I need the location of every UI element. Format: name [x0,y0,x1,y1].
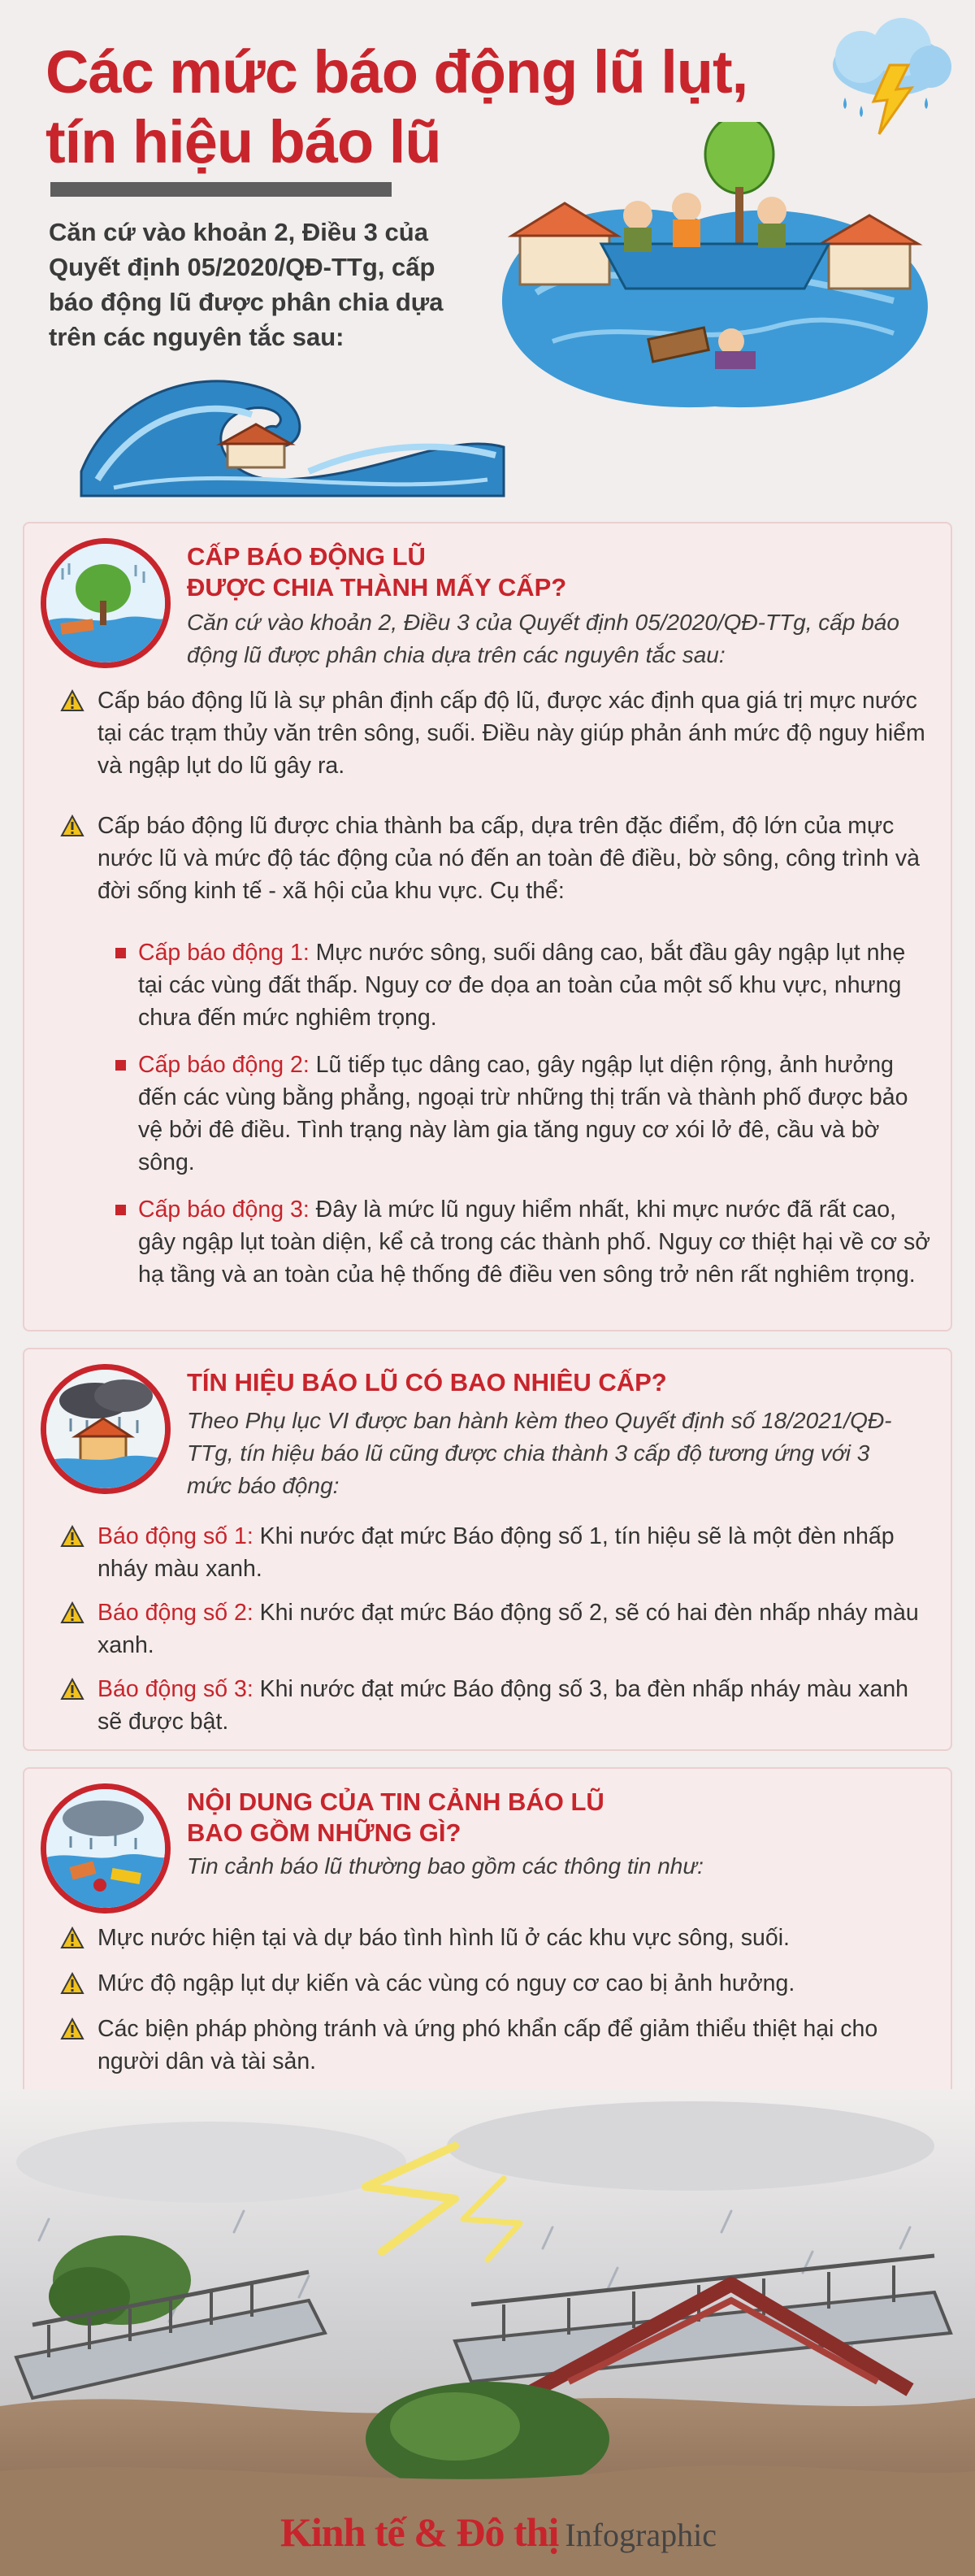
warning-icon [60,2018,84,2040]
alert-level-text: Mực nước sông, suối dâng cao, bắt đầu gây ngập lụt nhẹ tại các vùng đất thấp. Nguy cơ đe dọa an toàn của một số khu vực, nhưng chưa đến mức nghiêm trọng. [138,940,906,1031]
list-item-text: Cấp báo động lũ là sự phân định cấp độ lũ, được xác định qua giá trị mực nước tại các trạm thủy văn trên sông, suối. Điều này giúp phản ánh mức độ nguy hiểm và ngập lụt do lũ gây ra. [98,688,925,779]
list-item [60,1922,930,1954]
section-flood-signals [23,1348,952,1751]
list-item [60,1967,930,2000]
storm-house-icon [41,1364,171,1494]
bullet-square-icon [115,1060,126,1071]
broken-bridge-icon [0,2089,975,2576]
section1-intro: Căn cứ vào khoản 2, Điều 3 của Quyết định 05/2020/QĐ-TTg, cấp báo động lũ được phân chia dựa trên các nguyên tắc sau: [187,610,899,667]
warning-icon [60,815,84,837]
section1-title [187,541,918,603]
alert-level-2 [115,1049,936,1179]
tidal-wave-icon [65,358,520,504]
list-item [60,1520,930,1585]
list-item-text: Các biện pháp phòng tránh và ứng phó khẩn cấp để giảm thiểu thiệt hại cho người dân và tài sản. [98,2016,878,2074]
section1-title-line-1: CẤP BÁO ĐỘNG LŨ [187,542,426,571]
list-item [60,1596,930,1662]
signal-text: Khi nước đạt mức Báo động số 2, sẽ có hai đèn nhấp nháy màu xanh. [98,1600,919,1658]
title-underline [50,182,392,197]
list-item [60,1673,930,1738]
alert-level-label: Cấp báo động 2: [138,1052,310,1078]
warning-icon [60,1525,84,1548]
warning-icon [60,689,84,712]
title-line-2: tín hiệu báo lũ [46,108,441,176]
warning-icon [60,1972,84,1995]
section1-title-line-2: ĐƯỢC CHIA THÀNH MẤY CẤP? [187,573,567,602]
alert-level-label: Cấp báo động 3: [138,1197,310,1223]
bullet-square-icon [115,948,126,958]
alert-level-3 [115,1193,936,1291]
flood-debris-icon [41,1783,171,1914]
alert-level-text: Lũ tiếp tục dâng cao, gây ngập lụt diện rộng, ảnh hưởng đến các vùng bằng phẳng, ngoại trừ những thị trấn và thành phố được bảo vệ bởi đê điều. Tình trạng này làm gia tăng nguy cơ xói lở đê, cầu và bờ sông. [138,1052,908,1175]
brand-subtitle: Infographic [565,2517,717,2553]
list-item [60,2013,930,2078]
section3-title-line-2: BAO GỒM NHỮNG GÌ? [187,1818,462,1847]
warning-icon [60,1678,84,1701]
warning-icon [60,1927,84,1949]
section2-intro: Theo Phụ lục VI được ban hành kèm theo Quyết định số 18/2021/QĐ-TTg, tín hiệu báo lũ cũng được chia thành 3 cấp độ tương ứng với 3 mức báo động: [187,1408,892,1498]
signal-label: Báo động số 2: [98,1600,254,1626]
brand-name: Kinh tế & Đô thị [280,2509,559,2555]
storm-cloud-icon [812,16,959,138]
bullet-square-icon [115,1205,126,1215]
flooded-tree-icon [41,538,171,668]
warning-icon [60,1601,84,1624]
section2-title: TÍN HIỆU BÁO LŨ CÓ BAO NHIÊU CẤP? [187,1368,667,1397]
signal-text: Khi nước đạt mức Báo động số 3, ba đèn nhấp nháy màu xanh sẽ được bật. [98,1676,909,1735]
brand-logo [280,2509,717,2557]
signal-label: Báo động số 1: [98,1523,254,1549]
signal-text: Khi nước đạt mức Báo động số 1, tín hiệu sẽ là một đèn nhấp nháy màu xanh. [98,1523,895,1582]
list-item-text: Cấp báo động lũ được chia thành ba cấp, dựa trên đặc điểm, độ lớn của mực nước lũ và mức độ tác động của nó đến an toàn đê điều, bờ sông, công trình và đời sống kinh tế - xã hội của khu vực. Cụ thể: [98,813,920,904]
header-intro: Căn cứ vào khoản 2, Điều 3 của Quyết định 05/2020/QĐ-TTg, cấp báo động lũ được phân chia dựa trên các nguyên tắc sau: [49,218,444,351]
title-line-1: Các mức báo động lũ lụt, [46,38,748,106]
section-warning-content [23,1767,952,2109]
section3-title-line-1: NỘI DUNG CỦA TIN CẢNH BÁO LŨ [187,1788,604,1816]
list-item-text: Mực nước hiện tại và dự báo tình hình lũ ở các khu vực sông, suối. [98,1925,790,1951]
flood-rescue-icon [488,122,942,431]
header [0,0,975,504]
alert-level-label: Cấp báo động 1: [138,940,310,966]
list-item [60,810,930,907]
signal-label: Báo động số 3: [98,1676,254,1702]
section3-intro: Tin cảnh báo lũ thường bao gồm các thông tin như: [187,1853,704,1879]
list-item [60,684,930,782]
list-item-text: Mức độ ngập lụt dự kiến và các vùng có nguy cơ cao bị ảnh hưởng. [98,1970,795,1996]
alert-level-text: Đây là mức lũ nguy hiểm nhất, khi mực nước đã rất cao, gây ngập lụt toàn diện, kể cả trong các thành phố. Nguy cơ thiệt hại về cơ sở hạ tầng và an toàn của hệ thống đê điều ven sông trở nên rất nghiêm trọng. [138,1197,930,1288]
section3-title [187,1787,918,1848]
section-alert-levels [23,522,952,1331]
alert-level-1 [115,936,936,1034]
